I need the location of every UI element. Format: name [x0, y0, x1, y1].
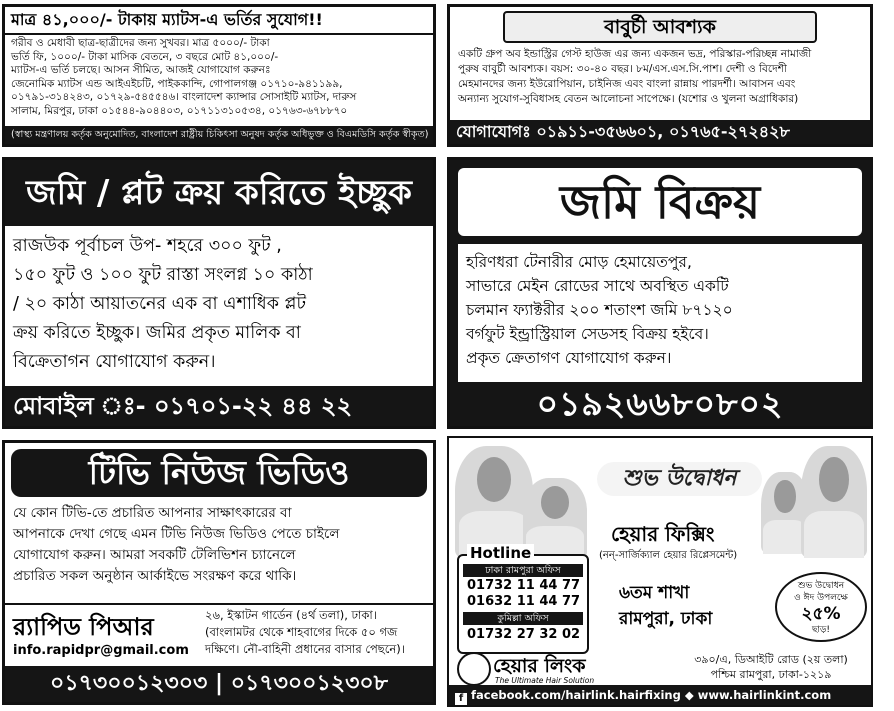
ad3-line: বিক্রেতাগন যোগাযোগ করুন। [13, 352, 216, 372]
ad3-mobile: মোবাইল ঃ- ০১৭০১-২২ ৪৪ ২২ [5, 386, 433, 426]
ad2-headline: বাবুর্চী আবশ্যক [503, 11, 817, 43]
man-photo [801, 446, 867, 558]
badge-line: শুভ উদ্বোধন [797, 581, 845, 591]
ad3-line: ১৫০ ফুট ও ১০০ ফুট রাস্তা সংলগ্ন ১০ কাঠা [13, 265, 313, 285]
ad6-address-line: পশ্চিম রামপুরা, ঢাকা-১২১৯ [710, 668, 832, 681]
ad6-logo-tagline: The Ultimate Hair Solution [495, 676, 595, 685]
ad2-line: পুরুষ বাবুর্চী আবশ্যক। বয়স: ৩০-৪০ বছর। ৮ম/এস.এস.সি.পাশ। দেশী ও বিদেশী [458, 63, 787, 75]
ad1-line: ০১৭৯১-৩১৪২৪৩, ০১৭২৯-৫৪৫৫৪৬। বাংলাদেশ ক্যান্সার সোসাইটি ম্যাটস, দারুস [11, 91, 357, 103]
ad5-address-line: ২৬, ইস্কাটন গার্ডেন (৪র্থ তলা), ঢাকা। [205, 608, 377, 622]
ad5-line: যে কোন টিভি-তে প্রচারিত আপনার সাক্ষাৎকারের বা [13, 505, 292, 521]
badge-line: ছাড়! [811, 625, 831, 635]
ad6-area: রামপুরা, ঢাকা [619, 609, 713, 629]
hotline-box [457, 544, 589, 654]
ad1-line: জেনোমিক ম্যাটস এন্ড আইএইচটি, পাইককান্দি, গোপালগঞ্জ ০১৭১০-৯৪১১৯৯, [11, 77, 343, 90]
ad4-line: প্রকৃত ক্রেতাগণ যোগাযোগ করুন। [466, 349, 672, 367]
ad2-contact: যোগাযোগঃ ০১৯১১-৩৫৬৬০১, ০১৭৬৫-২৭২৪২৮ [450, 120, 870, 144]
ad1-body [5, 35, 433, 120]
facebook-icon: f [455, 693, 467, 705]
man-photo [455, 446, 533, 558]
ad1-line: গরীব ও মেধাবী ছাত্র-ছাত্রীদের জন্য সুখবর। মাত্র ৫০০০/- টাকা [11, 37, 270, 49]
ad6-footer [449, 685, 871, 705]
ad-cook-wanted [447, 4, 873, 147]
ad5-company-name: র‍্যাপিড পিআর [13, 613, 154, 641]
ad6-brand-sub: (নন্‌-সার্জিক্যাল হেয়ার রিপ্লেসমেন্ট) [599, 550, 738, 561]
ad-tv-news-video [2, 440, 436, 705]
office1-number: 01632 11 44 77 [467, 594, 581, 609]
ad-land-purchase [2, 157, 436, 429]
ad4-line: চলমান ফ্যাক্টরীর ২০০ শতাংশ জমি ৮৭১২০ [466, 301, 733, 319]
ad2-line: মেহমানদের জন্য ইউরোপিয়ান, চাইনিজ এবং বাংলা রান্নায় পারদর্শী। আবাসন এবং [458, 78, 796, 90]
ad3-body [5, 226, 433, 383]
ad-hair-fixing [447, 436, 873, 707]
office1-number: 01732 11 44 77 [467, 578, 581, 593]
ad5-headline: টিভি নিউজ ভিডিও [11, 449, 427, 497]
ad6-web-links: facebook.com/hairlink.hairfixing ◆ www.hairlinkint.com [471, 688, 832, 702]
ad3-line: / ২০ কাঠা আয়াতনের এক বা এশাধিক প্লট [13, 294, 307, 314]
office2-number: 01732 27 32 02 [467, 627, 581, 642]
badge-percent: ২৫% [801, 604, 841, 624]
ad5-email: info.rapidpr@gmail.com [13, 643, 189, 658]
ad1-line: ভর্তি ফি, ১০০০/- টাকা মাসিক বেতনে, ৩ বছরে মোট ৪১,০০০/- [11, 50, 279, 63]
ad4-line: সাভারে মেইন রোডের সাথে অবস্থিত একটি [466, 277, 729, 295]
ad1-headline: মাত্র ৪১,০০০/- টাকায় ম্যাটস-এ ভর্তির সুযোগ!! [5, 7, 433, 35]
ad5-address [205, 607, 431, 658]
ad2-body [450, 43, 870, 111]
hairlink-logo-icon [457, 652, 491, 686]
ad3-line: ক্রয় করিতে ইচ্ছুক। জমির প্রকৃত মালিক বা [13, 323, 301, 343]
ad6-address-line: ৩৯০/এ, ডিআইটি রোড (২য় তলা) [694, 653, 848, 666]
ad4-phone: ০১৯২৬৬৮০৮০২ [536, 384, 784, 423]
ad5-line: প্রচারিত সকল অনুষ্ঠান আর্কাইভে সংরক্ষণ করে থাকি। [13, 568, 297, 584]
ad5-line: আপনাকে দেখা গেছে এমন টিভি নিউজ ভিডিও পেতে চাইলে [13, 526, 340, 542]
ad5-contact-row [5, 603, 433, 669]
ad2-line: একটি গ্রুপ অব ইন্ডাস্ট্রির গেস্ট হাউজ এর জন্য একজন ভদ্র, পরিস্কার-পরিচ্ছন্ন নামাজী [458, 48, 812, 60]
ad4-line: বর্গফুট ইন্ড্রাস্ট্রিয়াল সেডসহ বিক্রয় হইবে। [466, 325, 709, 343]
ad5-phones: ০১৭৩০০১২৩০৩ | ০১৭৩০০১২৩০৮ [5, 666, 433, 702]
ad3-line: রাজউক পূর্বাচল উপ- শহরে ৩০০ ফুট , [13, 236, 282, 256]
ad2-line: অন্যান্য সুযোগ-সুবিধাসহ বেতন আলোচনা সাপেক্ষে। (যশোর ও খুলনা অগ্রাধিকার) [458, 93, 799, 105]
discount-badge [775, 572, 867, 642]
ad4-line: হরিণধরা টেনারীর মোড় হেমায়েতপুর, [466, 253, 692, 271]
ad6-brand: হেয়ার ফিক্সিং [611, 522, 715, 546]
ad6-logo-text: হেয়ার লিংক [493, 655, 586, 677]
badge-line: ও ঈদ উপলক্ষে [794, 593, 848, 603]
hotline-title: Hotline [467, 544, 534, 562]
grand-opening-script: শুভ উদ্বোধন [597, 462, 762, 496]
office2-label: কুমিল্লা অফিস [463, 612, 583, 625]
ad1-line: ম্যাটস-এ ভর্তি চলছে। আসন সীমিত, আজই যোগাযোগ করুনঃ [11, 64, 271, 76]
ad6-branch: ৬তম শাখা [619, 583, 690, 603]
ad4-body [458, 244, 862, 382]
ad1-line: সালাম, মিরপুর, ঢাকা ০১৫৪৪-৯০৪৪০৩, ০১৭১১৩১০৫৩৪, ০১৭৬৩-৬৭৮৮৭০ [11, 104, 348, 117]
ad5-line: যোগাযোগ করুন। আমরা সবকটি টেলিভিশন চ্যানেলে [13, 547, 296, 563]
ad5-address-line: (বাংলামটর থেকে শাহবাগের দিকে ৫০ গজ [205, 625, 398, 639]
ad5-body [5, 503, 433, 587]
ad6-address [671, 652, 871, 682]
ad1-footer: (স্বাস্থ্য মন্ত্রণালয় কর্তৃক অনুমোদিত, বাংলাদেশ রাষ্ট্রীয় চিকিৎসা অনুষদ কর্তৃক অধিভুক্ত ও বিএমডিসি কর্তৃক স্বীকৃত) [5, 126, 433, 144]
ad5-address-line: দক্ষিণে। নৌ-বাহিনী প্রধানের বাসার পেছনে)। [205, 642, 405, 656]
ad3-headline: জমি / প্লট ক্রয় করিতে ইচ্ছুক [5, 160, 433, 226]
ad4-headline: জমি বিক্রয় [458, 168, 862, 236]
ad-land-sale [447, 157, 873, 429]
ad-mats-admission [2, 4, 436, 147]
office1-label: ঢাকা রামপুরা অফিস [463, 564, 583, 577]
